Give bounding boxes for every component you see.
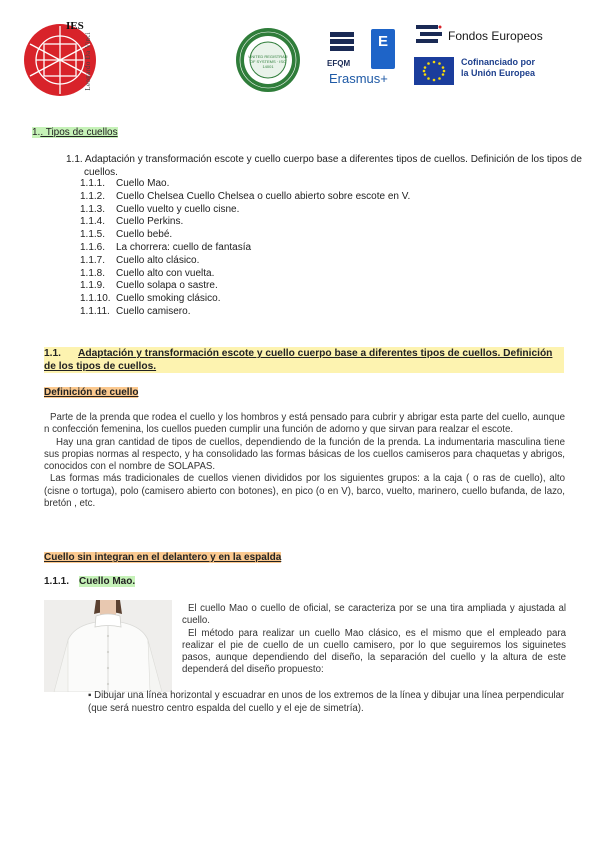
toc-item[interactable]: 1.1.11. Cuello camisero.: [80, 305, 191, 317]
section-number: 1.1.: [44, 348, 61, 359]
mao-collar-photo: [44, 600, 172, 692]
mao-heading: [44, 576, 135, 587]
school-name: Leonardo Da Vinci: [84, 32, 92, 91]
toc-intro-entry[interactable]: [66, 154, 584, 180]
toc-list: [80, 178, 560, 319]
section-title: Adaptación y transformación escote y cuello cuerpo base a diferentes tipos de cuellos. Definición de los tipos de cuellos.: [44, 348, 553, 372]
toc-main-entry[interactable]: [32, 127, 118, 138]
toc-intro-text: Adaptación y transformación escote y cuello cuerpo base a diferentes tipos de cuellos. Definición de los tipos de cuellos.: [84, 154, 582, 178]
toc-intro-number: 1.1.: [66, 154, 83, 165]
fondos-europeos-label: Fondos Europeos: [448, 29, 543, 43]
mao-number: 1.1.1.: [44, 576, 70, 587]
mao-body: [182, 603, 566, 677]
toc-item[interactable]: 1.1.7. Cuello alto clásico.: [80, 254, 200, 266]
toc-main-number: 1.: [32, 127, 41, 138]
toc-item[interactable]: 1.1.9. Cuello solapa o sastre.: [80, 280, 218, 292]
toc-item[interactable]: 1.1.2. Cuello Chelsea Cuello Chelsea o cuello abierto sobre escote en V.: [80, 190, 411, 202]
definition-paragraph-3: Las formas más tradicionales de cuellos vienen divididos por los siguientes grupos: a la caja ( o ras de cuello), alto (cisne o tortuga), polo (camisero abierto con botones), en pico (o en V), barco, vuelto, marinero, cuello bufanda, de lazo, bretón , etc.: [44, 473, 565, 510]
toc-item[interactable]: 1.1.5. Cuello bebé.: [80, 229, 173, 241]
eu-flag-icon: [414, 57, 454, 85]
mao-bullet-text: Dibujar una línea horizontal y escuadrar en unos de los extremos de la línea y dibujar una línea perpendicular (que será nuestro centro espalda del cuello y el eje de simetría).: [88, 690, 565, 714]
efqm-label: EFQM: [327, 59, 351, 68]
section-heading: [44, 347, 564, 373]
toc-item[interactable]: 1.1.8. Cuello alto con vuelta.: [80, 267, 215, 279]
cofinanciado-label: Cofinanciado por la Unión Europea: [461, 57, 536, 78]
mao-paragraph-1: El cuello Mao o cuello de oficial, se caracteriza por se una tira ampliada y ajustada al cuello.: [182, 603, 566, 627]
definition-paragraph-1: Parte de la prenda que rodea el cuello y los hombros y está pensado para cubrir y abrigar esta parte del cuello, aunque n confección femenina, los cuellos pueden cumplir una función de adorno y que sirvan para realzar el escote.: [44, 412, 565, 436]
toc-main-title: . Tipos de cuellos: [40, 127, 118, 138]
mao-bullet: [88, 690, 566, 715]
definition-heading: Definición de cuello: [44, 387, 139, 398]
toc-item[interactable]: 1.1.10. Cuello smoking clásico.: [80, 293, 221, 305]
school-short-name: IES: [66, 20, 84, 32]
calidad-badge: E: [371, 29, 395, 69]
mao-title: Cuello Mao.: [79, 576, 136, 587]
fondos-europeos-icon: [414, 23, 444, 49]
mao-paragraph-2: El método para realizar un cuello Mao clásico, es el mismo que el empleado para realizar el pie de cuello de un cuello camisero, por lo que seguiremos los siguinetes pasos, aunque dependiendo del diseño, la separación del cuello y la altura de este dependerá del diseño propuesto:: [182, 627, 566, 676]
erasmus-label: Erasmus+: [329, 71, 388, 86]
definition-paragraph-2: Hay una gran cantidad de tipos de cuellos, dependiendo de la función de la prenda. La indumentaria masculina tiene sus propias normas al respecto, y ha consolidado las formas básicas de los cuellos camiseros para chaquetas y abrigos, conocidos con el nombre de SOLAPAS.: [44, 436, 565, 473]
bullet-marker-icon: ▪: [88, 690, 92, 701]
definition-body: [44, 412, 565, 510]
toc-item[interactable]: 1.1.6. La chorrera: cuello de fantasía: [80, 241, 252, 253]
group-heading: Cuello sin integran en el delantero y en la espalda: [44, 552, 282, 563]
toc-item[interactable]: 1.1.3. Cuello vuelto y cuello cisne.: [80, 203, 240, 215]
toc-item[interactable]: 1.1.1. Cuello Mao.: [80, 178, 170, 189]
certification-seal-text: UNITED REGISTRAR OF SYSTEMS · ISO 14001: [248, 54, 288, 69]
toc-item[interactable]: 1.1.4. Cuello Perkins.: [80, 216, 184, 228]
